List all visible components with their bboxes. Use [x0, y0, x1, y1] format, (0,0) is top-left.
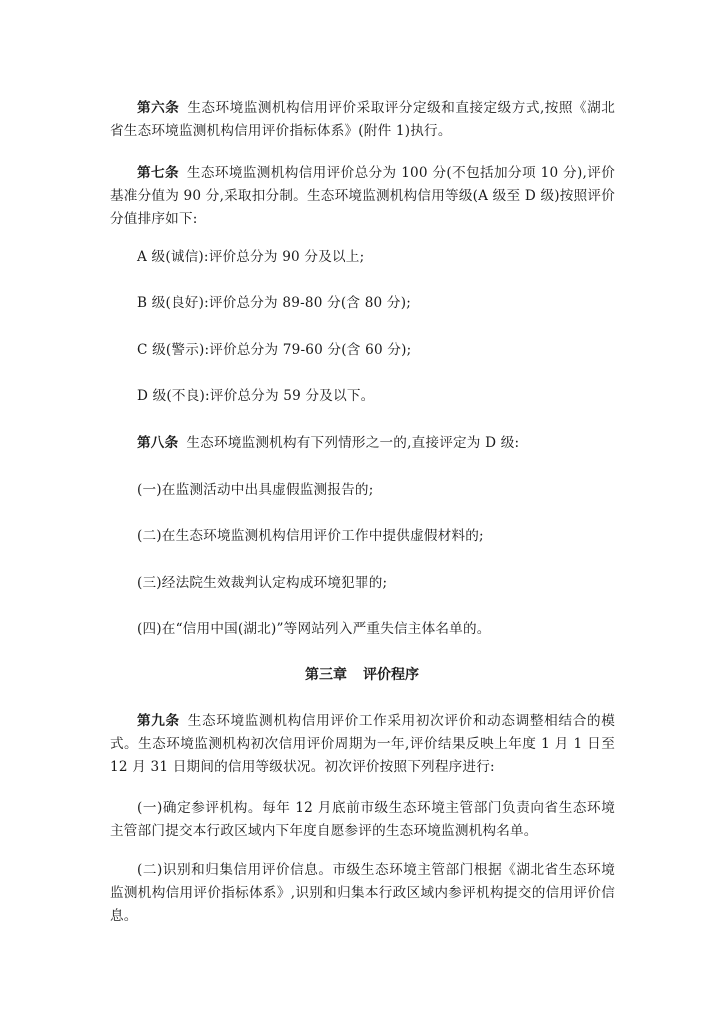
article-7-text: 生态环境监测机构信用评价总分为 100 分(不包括加分项 10 分),评价基准分值为 90 分,采取扣分制。生态环境监测机构信用等级(A 级至 D 级)按照评价分值排序如下: — [110, 165, 615, 227]
grade-a-item: A 级(诚信):评价总分为 90 分及以上; — [137, 249, 365, 265]
chapter-number: 第三章 — [305, 667, 347, 683]
article-6-paragraph — [110, 97, 615, 143]
procedure-step-2: (二)识别和归集信用评价信息。市级生态环境主管部门根据《湖北省生态环境监测机构信用评价指标体系》,识别和归集本行政区域内参评机构提交的信用评价信息。 — [110, 862, 615, 924]
article-6-text: 生态环境监测机构信用评价采取评分定级和直接定级方式,按照《湖北省生态环境监测机构信用评价指标体系》(附件 1)执行。 — [110, 100, 615, 139]
article-8-label: 第八条 — [137, 435, 179, 451]
article-8-item-4: (四)在“信用中国(湖北)”等网站列入严重失信主体名单的。 — [137, 621, 491, 637]
article-9-label: 第九条 — [137, 713, 180, 729]
article-6-label: 第六条 — [137, 100, 180, 116]
article-9-text: 生态环境监测机构信用评价工作采用初次评价和动态调整相结合的模式。生态环境监测机构初次信用评价周期为一年,评价结果反映上年度 1 月 1 日至 12 月 31 日期间的信用等级状况。初次评价按照下列程序进行: — [110, 713, 616, 775]
article-7-label: 第七条 — [137, 165, 179, 181]
article-8-item-1: (一)在监测活动中出具虚假监测报告的; — [137, 482, 374, 498]
article-8-item-2: (二)在生态环境监测机构信用评价工作中提供虚假材料的; — [137, 528, 484, 544]
chapter-heading — [0, 664, 724, 687]
grade-b-item: B 级(良好):评价总分为 89-80 分(含 80 分); — [137, 295, 411, 311]
grade-c-item: C 级(警示):评价总分为 79-60 分(含 60 分); — [137, 342, 412, 358]
article-8-text: 生态环境监测机构有下列情形之一的,直接评定为 D 级: — [186, 435, 520, 451]
article-9-paragraph — [110, 710, 615, 779]
article-8-item-3: (三)经法院生效裁判认定构成环境犯罪的; — [137, 575, 388, 591]
article-7-paragraph — [110, 162, 615, 231]
article-8-paragraph — [137, 432, 519, 455]
grade-d-item: D 级(不良):评价总分为 59 分及以下。 — [137, 388, 375, 404]
procedure-step-1: (一)确定参评机构。每年 12 月底前市级生态环境主管部门负责向省生态环境主管部门提交本行政区域内下年度自愿参评的生态环境监测机构名单。 — [110, 800, 615, 839]
chapter-title: 评价程序 — [363, 667, 419, 683]
